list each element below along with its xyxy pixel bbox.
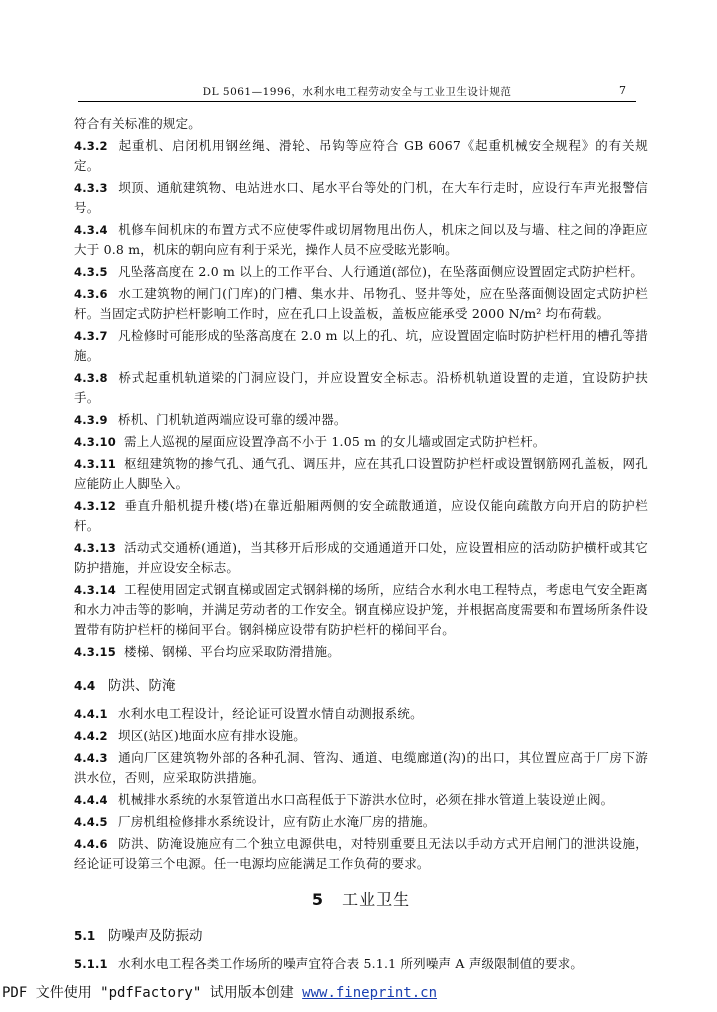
clause-number: 5.1.1 [74,957,108,971]
pdf-footer [0,982,717,1002]
chapter-number: 5 [311,890,325,909]
clause [74,368,648,408]
clause-text: 厂房机组检修排水系统设计，应有防止水淹厂房的措施。 [118,814,436,829]
clause [74,812,648,832]
clause-number: 4.3.4 [74,223,108,237]
clause-text: 水工建筑物的闸门(门库)的门槽、集水井、吊物孔、竖井等处，应在坠落面侧设固定式防护栏杆。当固定式防护栏杆影响工作时，应在孔口上设盖板，盖板应能承受 2000 N/m² 均布荷载。 [74,286,648,321]
clause-number: 4.3.7 [74,329,108,343]
footer-text: PDF 文件使用 "pdfFactory" 试用版本创建 [2,985,303,1001]
section-heading-4-4 [74,676,648,696]
clause-number: 4.4.5 [74,815,108,829]
clause-number: 4.4.3 [74,751,108,765]
clause-text: 桥机、门机轨道两端应设可靠的缓冲器。 [118,412,347,427]
clause-text: 起重机、启闭机用钢丝绳、滑轮、吊钩等应符合 GB 6067《起重机械安全规程》的有关规定。 [74,138,648,173]
clause [74,538,648,578]
continuation-line: 符合有关标准的规定。 [74,116,202,131]
page-number: 7 [619,84,626,97]
clause-number: 4.4.1 [74,707,108,721]
clause [74,748,648,788]
clause-text: 机修车间机床的布置方式不应使零件或切屑物甩出伤人，机床之间以及与墙、柱之间的净距应大于 0.8 m，机床的朝向应有利于采光，操作人员不应受眩光影响。 [74,222,648,257]
header-rule [78,101,636,102]
clause [74,496,648,536]
clause [74,954,648,974]
clause [74,136,648,176]
clause-text: 机械排水系统的水泵管道出水口高程低于下游洪水位时，必须在排水管道上装设逆止阀。 [118,792,614,807]
clause-number: 4.3.10 [74,435,116,449]
clause-text: 水利水电工程各类工作场所的噪声宜符合表 5.1.1 所列噪声 A 声级限制值的要求。 [118,956,584,971]
clause-text: 坝区(站区)地面水应有排水设施。 [118,728,306,743]
clause-number: 4.3.3 [74,181,108,195]
clause [74,410,648,430]
clause-text: 垂直升船机提升楼(塔)在靠近船厢两侧的安全疏散通道，应设仅能向疏散方向开启的防护栏杆。 [74,498,648,533]
header-title: DL 5061—1996，水利水电工程劳动安全与工业卫生设计规范 [202,86,512,98]
clause-number: 4.3.12 [74,499,116,513]
clause [74,642,648,662]
clause-number: 4.4.6 [74,837,108,851]
footer-link[interactable]: www.fineprint.cn [302,985,438,1001]
clause-text: 凡检修时可能形成的坠落高度在 2.0 m 以上的孔、坑，应设置固定临时防护栏杆用的槽孔等措施。 [74,328,648,363]
clause-text: 楼梯、钢梯、平台均应采取防滑措施。 [124,644,340,659]
section-number: 5.1 [74,929,96,943]
clause-number: 4.3.2 [74,139,108,153]
clause-list-4-3 [74,136,648,662]
clause [74,220,648,260]
clause [74,326,648,366]
clause [74,790,648,810]
clause [74,284,648,324]
clause-text: 桥式起重机轨道梁的门洞应设门，并应设置安全标志。沿桥机轨道设置的走道，宜设防护扶手。 [74,370,648,405]
clause-list-5-1 [74,954,648,974]
clause [74,726,648,746]
clause-number: 4.3.9 [74,413,108,427]
clause-text: 需上人巡视的屋面应设置净高不小于 1.05 m 的女儿墙或固定式防护栏杆。 [124,434,546,449]
clause-list-4-4 [74,704,648,874]
clause-number: 4.4.2 [74,729,108,743]
clause [74,834,648,874]
clause-text: 坝顶、通航建筑物、电站进水口、尾水平台等处的门机，在大车行走时，应设行车声光报警信号。 [74,180,648,215]
clause-number: 4.3.8 [74,371,108,385]
clause-number: 4.3.6 [74,287,108,301]
section-title: 防洪、防淹 [108,678,176,694]
clause-number: 4.3.11 [74,457,116,471]
section-number: 4.4 [74,679,96,693]
clause-text: 枢纽建筑物的掺气孔、通气孔、调压井，应在其孔口设置防护栏杆或设置钢筋网孔盖板，网孔应能防止人脚坠入。 [74,456,648,491]
clause-number: 4.3.15 [74,645,116,659]
clause-text: 凡坠落高度在 2.0 m 以上的工作平台、人行通道(部位)，在坠落面侧应设置固定式防护栏杆。 [118,264,644,279]
clause-number: 4.3.14 [74,583,116,597]
running-header [78,80,636,102]
clause-number: 4.4.4 [74,793,108,807]
clause-number: 4.3.5 [74,265,108,279]
clause-text: 水利水电工程设计，经论证可设置水情自动测报系统。 [118,706,423,721]
chapter-title: 工业卫生 [342,890,411,909]
chapter-heading-5 [74,888,648,912]
section-heading-5-1 [74,926,648,946]
section-title: 防噪声及防振动 [108,928,203,944]
clause-text: 防洪、防淹设施应有二个独立电源供电，对特别重要且无法以手动方式开启闸门的泄洪设施，经论证可设第三个电源。任一电源均应能满足工作负荷的要求。 [74,836,648,871]
clause [74,432,648,452]
clause [74,454,648,494]
clause [74,262,648,282]
clause-text: 活动式交通桥(通道)，当其移开后形成的交通通道开口处，应设置相应的活动防护横杆或其它防护措施，并应设安全标志。 [74,540,648,575]
body-text [74,114,648,976]
clause [74,580,648,640]
clause-number: 4.3.13 [74,541,116,555]
clause-text: 通向厂区建筑物外部的各种孔洞、管沟、通道、电缆廊道(沟)的出口，其位置应高于厂房下游洪水位，否则，应采取防洪措施。 [74,750,648,785]
clause [74,704,648,724]
clause-text: 工程使用固定式钢直梯或固定式钢斜梯的场所，应结合水利水电工程特点，考虑电气安全距离和水力冲击等的影响，并满足劳动者的工作安全。钢直梯应设护笼，并根据高度需要和布置场所条件设置带有防护栏杆的梯间平台。钢斜梯应设带有防护栏杆的梯间平台。 [74,582,648,637]
clause [74,178,648,218]
